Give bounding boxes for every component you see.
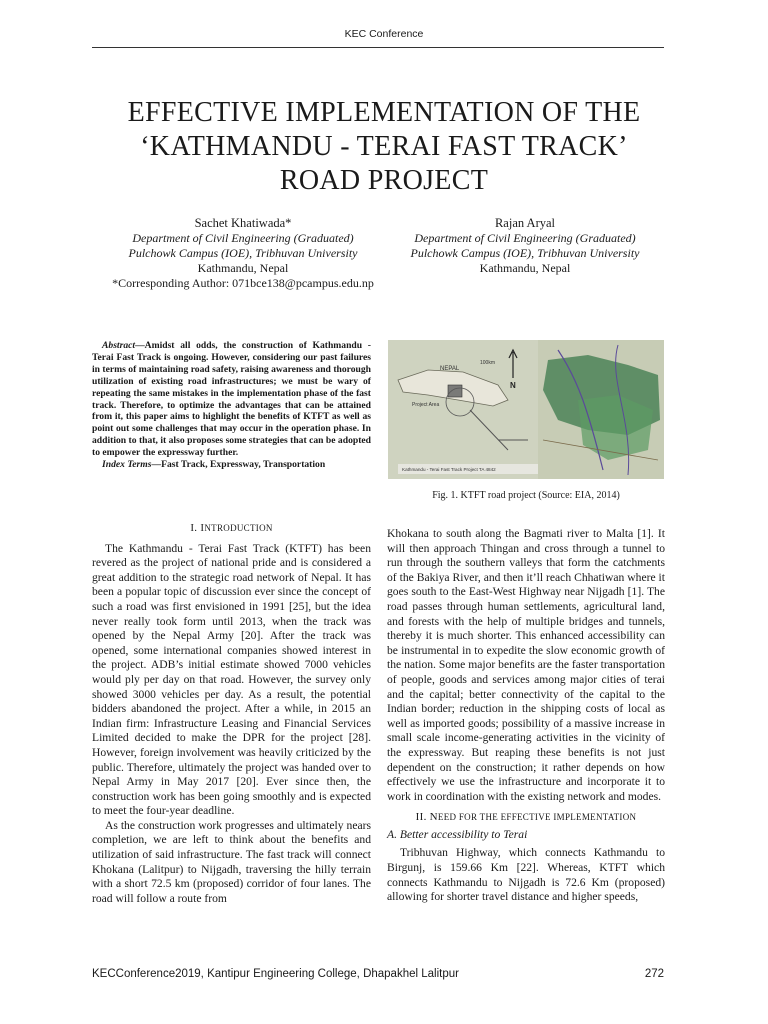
author-name: Rajan Aryal	[494, 216, 556, 230]
section-heading-need	[387, 810, 665, 825]
author-campus: Pulchowk Campus (IOE), Tribhuvan University	[128, 246, 358, 260]
title-line-1: EFFECTIVE IMPLEMENTATION OF THE	[127, 97, 641, 128]
heading-number: I.	[190, 522, 201, 534]
index-terms-label: Index Terms	[102, 459, 152, 471]
author-city: Kathmandu, Nepal	[479, 261, 571, 275]
heading-first-letter: N	[429, 811, 438, 824]
author-department: Department of Civil Engineering (Graduated)	[132, 231, 354, 245]
map-photo	[388, 340, 664, 479]
intro-paragraph-1: The Kathmandu - Terai Fast Track (KTFT) has been revered as the project of national pride and is considered a great addition to the strategic road network of Nepal. It has been a popular topic of discussion ever since the concept of such a road was first envisioned in 1991 [25], but the idea never really took form until 2013, when the track was opened by the Nepal Army [20]. After the track was opened, some international companies showed interest in the project. ADB’s initial estimate showed 7000 vehicles would ply per day on that road. However, the survey only showed 3000 vehicles per day. As a result, the potential bidders abandoned the project. After a while, in 2015 an Indian firm: Infrastructure Leasing and Financial Services Limited decided to make the DPR for the project [28]. However, foreign involvement was heavily criticized by the public. Therefore, ultimately the project was handed over to Nepal Army in May 2017 [20]. Ever since then, the construction work has been going smoothly and is expected to meet the four-year deadline.	[92, 541, 371, 818]
heading-first-letter: I	[200, 522, 205, 534]
author-city: Kathmandu, Nepal	[197, 261, 289, 275]
paper-title	[60, 96, 708, 198]
column-left	[92, 521, 371, 906]
heading-rest: NTRODUCTION	[204, 523, 273, 533]
project-area-marker	[448, 385, 462, 397]
footer-conference: KECConference2019, Kantipur Engineering College, Dhapakhel Lalitpur	[92, 968, 459, 980]
map-country-label: NEPAL	[440, 366, 460, 372]
author-block-1	[98, 216, 388, 291]
abstract-text: —Amidst all odds, the construction of Kathmandu - Terai Fast Track is ongoing. However, considering our past failures in terms of maintaining road safety, raising awareness and thorough utilization of existing road infrastructures; we must be wary of repeating the same mistakes in the implementation phase of the fast track. Therefore, to optimize the advantages that can be attained from it, this paper aims to highlight the benefits of KTFT as well as point out some challenges that may occur in the operation phase. In addition to that, it also proposes some strategies that can be adopted to empower the expressway further.	[92, 340, 371, 459]
title-line-3: ROAD PROJECT	[279, 165, 489, 196]
intro-paragraph-2: As the construction work progresses and ultimately nears completion, we are left to think about the benefits and utilization of said infrastructure. The fast track will connect Khokana (Lalitpur) to Nijgadh, traversing the hilly terrain with a short 72.5 km (proposed) corridor of four lanes. The road will follow a route from	[92, 818, 371, 905]
author-block-2	[390, 216, 660, 276]
abstract-label: Abstract	[102, 340, 136, 351]
figure-map-image	[388, 340, 664, 479]
page-number: 272	[644, 968, 664, 980]
abstract	[92, 340, 371, 471]
section2-paragraph-1: Tribhuvan Highway, which connects Kathmandu to Birgunj, is 159.66 Km [22]. Whereas, KTFT which connects Kathmandu to Nijgadh is 72.6 Km (proposed) allowing for shorter travel distance and higher speeds,	[387, 846, 665, 904]
title-line-2: ‘KATHMANDU - TERAI FAST TRACK’	[140, 131, 628, 162]
header-rule	[92, 47, 664, 48]
map-scale-label: 100km	[480, 360, 496, 366]
corresponding-author: *Corresponding Author: 071bce138@pcampus.edu.np	[112, 276, 374, 290]
map-area-label: Project Area	[412, 402, 440, 408]
author-campus: Pulchowk Campus (IOE), Tribhuvan University	[410, 246, 640, 260]
abstract-paragraph	[92, 340, 371, 459]
author-name: Sachet Khatiwada*	[194, 216, 292, 230]
section-heading-introduction	[92, 521, 371, 536]
map-bottom-label: Kathmandu - Terai Fast Track Project TA 4842	[402, 467, 496, 472]
heading-number: II.	[415, 811, 430, 824]
author-department: Department of Civil Engineering (Graduated)	[414, 231, 636, 245]
index-terms	[92, 459, 371, 471]
intro-paragraph-3: Khokana to south along the Bagmati river to Malta [1]. It will then approach Thingan and cross through a tunnel to run through the southern valleys that form the catchments of the Bakiya River, and then it’ll reach Chhatiwan where it goes south to the East-West Highway near Nijgadh [1]. The road passes through human settlements, agricultural land, and forests with the help of multiple bridges and tunnels, thereby it is much shorter. This enhanced accessibility can be instrumental in to expedite the slow economic growth of the nation. Some major benefits are the faster transportation of people, goods and services among major cities of terai and the capital; better connectivity of the capital to the Indian border; reduction in the shipping costs of local as well as imported goods; possibility of a massive increase in small scale income-generating activities in the vicinity of the expressway. But reaping these benefits is not just dependent on the construction; it rather depends on how effectively we use the infrastructure and incorporate it to work in coordination with the existing network and modes.	[387, 527, 665, 803]
subsection-heading-a: A. Better accessibility to Terai	[387, 827, 528, 841]
running-header: KEC Conference	[344, 28, 424, 40]
index-terms-text: —Fast Track, Expressway, Transportation	[151, 459, 326, 471]
column-right	[387, 527, 665, 905]
heading-rest: EED FOR THE EFFECTIVE IMPLEMENTATION	[437, 812, 637, 823]
figure-caption: Fig. 1. KTFT road project (Source: EIA, 2014)	[432, 490, 620, 501]
north-label: N	[510, 381, 516, 390]
